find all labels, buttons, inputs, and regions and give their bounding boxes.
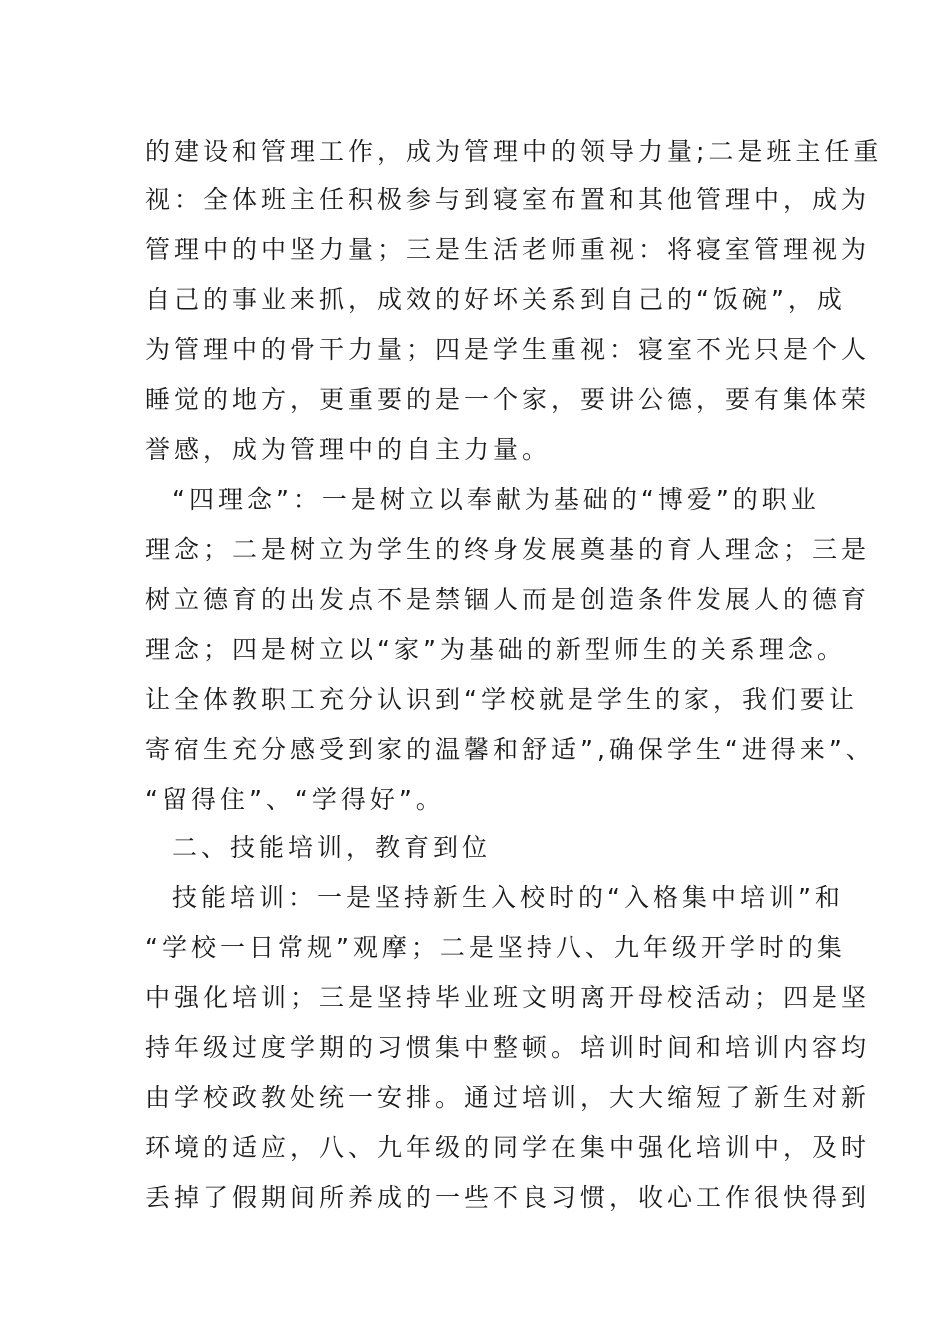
text-line: 为管理中的骨干力量；四是学生重视：寝室不光只是个人 [145, 335, 871, 364]
paragraph-start-line: “四理念”：一是树立以奉献为基础的“博爱”的职业 [172, 485, 820, 514]
text-line: 的建设和管理工作，成为管理中的领导力量;二是班主任重 [145, 137, 883, 166]
text-line: 中强化培训；三是坚持毕业班文明离开母校活动；四是坚 [145, 983, 871, 1012]
text-line: 树立德育的出发点不是禁锢人而是创造条件发展人的德育 [145, 585, 871, 614]
paragraph-start-line: 技能培训：一是坚持新生入校时的“入格集中培训”和 [172, 883, 844, 912]
text-line: 理念；四是树立以“家”为基础的新型师生的关系理念。 [145, 635, 846, 664]
text-line: 睡觉的地方，更重要的是一个家，要讲公德，要有集体荣 [145, 385, 871, 414]
text-line: 由学校政教处统一安排。通过培训，大大缩短了新生对新 [145, 1083, 871, 1112]
text-line: 持年级过度学期的习惯集中整顿。培训时间和培训内容均 [145, 1033, 871, 1062]
text-line: 寄宿生充分感受到家的温馨和舒适”,确保学生“进得来”、 [145, 735, 875, 764]
text-line: “留得住”、“学得好”。 [145, 785, 445, 814]
text-line: 管理中的中坚力量；三是生活老师重视：将寝室管理视为 [145, 235, 871, 264]
text-line: 视：全体班主任积极参与到寝室布置和其他管理中，成为 [145, 185, 871, 214]
text-line: 环境的适应，八、九年级的同学在集中强化培训中，及时 [145, 1133, 871, 1162]
text-line: 自己的事业来抓，成效的好坏关系到自己的“饭碗”，成 [145, 285, 846, 314]
text-line: 丢掉了假期间所养成的一些不良习惯，收心工作很快得到 [145, 1183, 871, 1212]
text-line: 理念；二是树立为学生的终身发展奠基的育人理念；三是 [145, 535, 871, 564]
section-heading: 二、技能培训，教育到位 [172, 833, 492, 862]
text-line: 誉感，成为管理中的自主力量。 [145, 435, 552, 464]
text-line: “学校一日常规”观摩；二是坚持八、九年级开学时的集 [145, 933, 846, 962]
text-line: 让全体教职工充分认识到“学校就是学生的家，我们要让 [145, 685, 858, 714]
